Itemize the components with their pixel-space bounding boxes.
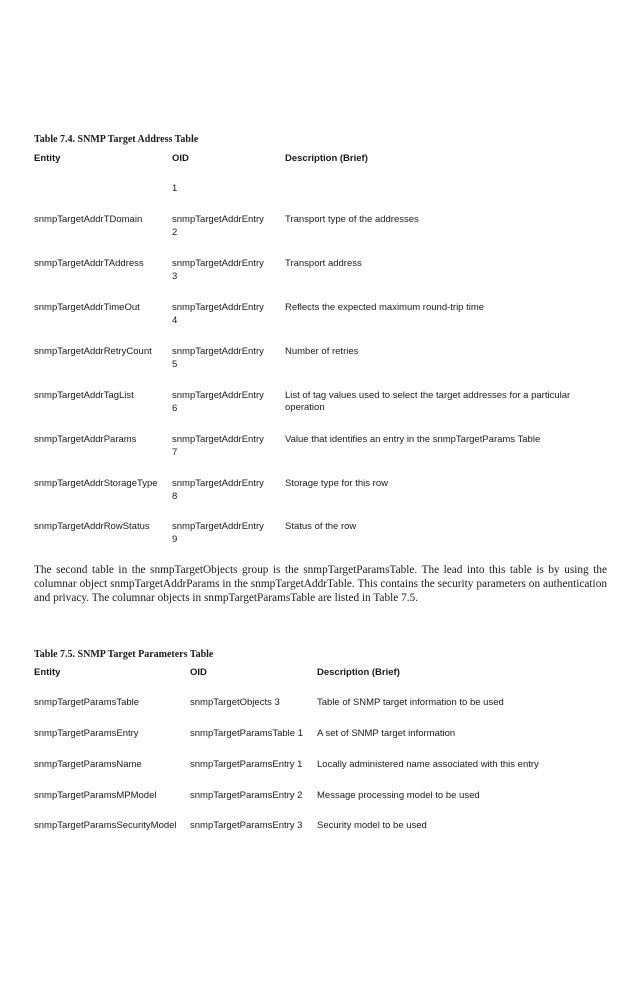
table2-oid: snmpTargetParamsEntry 3 bbox=[190, 820, 303, 831]
table1-oid: snmpTargetAddrEntry bbox=[172, 214, 264, 225]
table2-header-entity: Entity bbox=[34, 667, 61, 678]
table2-description: A set of SNMP target information bbox=[317, 728, 456, 739]
table1-header-oid: OID bbox=[172, 153, 189, 164]
body-paragraph: The second table in the snmpTargetObjects group is the snmpTargetParamsTable. The lead into this table is by using the columnar object snmpTargetAddrParams in the snmpTargetAddrTable. This contains the security parameters on authentication and privacy. The columnar objects in snmpTargetParamsTable are listed in Table 7.5. bbox=[34, 564, 607, 604]
table2-entity: snmpTargetParamsSecurityModel bbox=[34, 820, 177, 831]
table1-description: Transport address bbox=[285, 258, 362, 269]
table1-caption: Table 7.4. SNMP Target Address Table bbox=[34, 134, 199, 145]
table1-entity: snmpTargetAddrTimeOut bbox=[34, 302, 140, 313]
table2-oid: snmpTargetParamsEntry 2 bbox=[190, 790, 303, 801]
table1-entity: snmpTargetAddrRetryCount bbox=[34, 346, 152, 357]
table1-description: Storage type for this row bbox=[285, 478, 388, 489]
table1-oid-suffix: 7 bbox=[172, 447, 178, 458]
table2-entity: snmpTargetParamsName bbox=[34, 759, 142, 770]
table2-header-oid: OID bbox=[190, 667, 207, 678]
table2-description: Security model to be used bbox=[317, 820, 427, 831]
table1-oid-suffix: 3 bbox=[172, 271, 178, 282]
table1-oid: snmpTargetAddrEntry bbox=[172, 434, 264, 445]
table1-oid: snmpTargetAddrEntry bbox=[172, 302, 264, 313]
table1-description: Number of retries bbox=[285, 346, 359, 357]
table1-oid-suffix: 2 bbox=[172, 227, 178, 238]
table2-entity: snmpTargetParamsEntry bbox=[34, 728, 139, 739]
table1-description: Transport type of the addresses bbox=[285, 214, 419, 225]
table2-oid: snmpTargetObjects 3 bbox=[190, 697, 280, 708]
table1-oid-suffix: 9 bbox=[172, 534, 178, 545]
table1-oid-suffix: 8 bbox=[172, 491, 178, 502]
table1-description: Value that identifies an entry in the snmpTargetParams Table bbox=[285, 434, 541, 445]
table1-entity: snmpTargetAddrRowStatus bbox=[34, 521, 150, 532]
table1-oid: snmpTargetAddrEntry bbox=[172, 346, 264, 357]
table1-entity: snmpTargetAddrParams bbox=[34, 434, 137, 445]
table2-caption: Table 7.5. SNMP Target Parameters Table bbox=[34, 649, 214, 660]
table1-oid-suffix: 4 bbox=[172, 315, 178, 326]
table1-entity: snmpTargetAddrTDomain bbox=[34, 214, 143, 225]
table2-description: Locally administered name associated with this entry bbox=[317, 759, 539, 770]
table2-entity: snmpTargetParamsTable bbox=[34, 697, 140, 708]
table1-oid-suffix: 1 bbox=[172, 183, 178, 194]
table1-header-entity: Entity bbox=[34, 153, 61, 164]
table2-oid: snmpTargetParamsEntry 1 bbox=[190, 759, 303, 770]
table2-header-description: Description (Brief) bbox=[317, 667, 400, 678]
table1-oid: snmpTargetAddrEntry bbox=[172, 521, 264, 532]
table1-oid: snmpTargetAddrEntry bbox=[172, 258, 264, 269]
table1-description: Reflects the expected maximum round-trip time bbox=[285, 302, 485, 313]
table1-entity: snmpTargetAddrTAddress bbox=[34, 258, 144, 269]
table2-oid: snmpTargetParamsTable 1 bbox=[190, 728, 303, 739]
table1-oid: snmpTargetAddrEntry bbox=[172, 478, 264, 489]
table2-description: Table of SNMP target information to be used bbox=[317, 697, 504, 708]
table1-description: Status of the row bbox=[285, 521, 357, 532]
table1-oid-suffix: 6 bbox=[172, 403, 178, 414]
table2-entity: snmpTargetParamsMPModel bbox=[34, 790, 157, 801]
table1-entity: snmpTargetAddrStorageType bbox=[34, 478, 158, 489]
table1-header-description: Description (Brief) bbox=[285, 153, 368, 164]
table1-entity: snmpTargetAddrTagList bbox=[34, 390, 134, 401]
table2-description: Message processing model to be used bbox=[317, 790, 480, 801]
table1-oid: snmpTargetAddrEntry bbox=[172, 390, 264, 401]
table1-oid-suffix: 5 bbox=[172, 359, 178, 370]
table1-description: List of tag values used to select the target addresses for a particular operation bbox=[285, 390, 571, 413]
